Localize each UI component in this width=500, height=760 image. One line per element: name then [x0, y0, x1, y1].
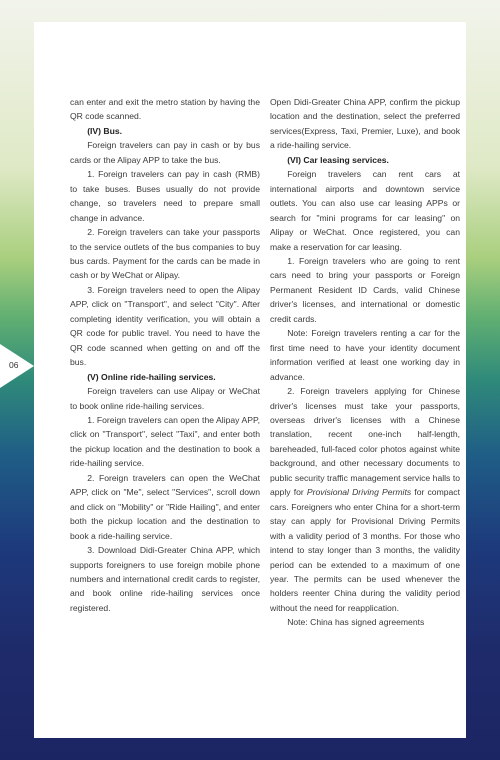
section-heading-bus: (IV) Bus.: [87, 125, 123, 136]
page-tab-shape: [0, 344, 38, 388]
left-column: [70, 95, 260, 615]
section-heading-car-leasing: (VI) Car leasing services.: [287, 154, 389, 165]
right-column: [270, 95, 460, 630]
provisional-permits-term: Provisional Driving Permits: [306, 487, 412, 498]
left-para-3: 1. Foreign travelers can pay in cash (RMB) to take buses. Buses usually do not provide change, so travelers need to prepare small change in advance.: [70, 169, 260, 223]
page-number-tab: [0, 344, 38, 388]
section-heading-ride-hailing: (V) Online ride-hailing services.: [87, 371, 216, 382]
left-para-2: Foreign travelers can pay in cash or by bus cards or the Alipay APP to take the bus.: [70, 140, 260, 165]
right-para-2: Foreign travelers can rent cars at international airports and downtown service outlets. You can also use car leasing APPs or search for "mini programs for car leasing" on Alipay or WeChat. Once registered, you can make a reservation for car leasing.: [270, 169, 460, 252]
right-para-5-after: for compact cars. Foreigners who enter China for a short-term stay can apply for Provisional Driving Permits with a validity period of 3 months. For those who intend to stay longer than 3 months, the validity period can be extended to a maximum of one year. The permits can be used whenever the holders reenter China during the validity period without the need for reapplication.: [270, 487, 460, 613]
left-para-9: 2. Foreign travelers can open the WeChat APP, click on "Me", select "Services", scroll down and click on "Mobility" or "Ride Hailing", and enter both the pickup location and the destination to book a ride-hailing service.: [70, 472, 260, 541]
right-para-6: Note: China has signed agreements: [287, 617, 425, 628]
left-para-4: 2. Foreign travelers can take your passports to the service outlets of the bus companies to buy bus cards. Payment for the cards can be made in cash or by WeChat or Alipay.: [70, 227, 260, 281]
page-number: 06: [9, 360, 19, 370]
right-para-4: Note: Foreign travelers renting a car for the first time need to have your identity document information verified at least one working day in advance.: [270, 328, 460, 382]
left-para-8: 1. Foreign travelers can open the Alipay APP, click on "Transport", select "Taxi", and enter both the pickup location and the destination to book a ride-hailing service.: [70, 414, 260, 469]
document-page: [34, 22, 466, 738]
left-para-7: Foreign travelers can use Alipay or WeChat to book online ride-hailing services.: [70, 386, 260, 411]
right-para-3: 1. Foreign travelers who are going to rent cars need to bring your passports or Foreign Permanent Resident ID Cards, valid Chinese driver's licenses, and international or domestic credit cards.: [270, 255, 460, 324]
right-text-0: Open Didi-Greater China APP, confirm the pickup location and the destination, select the preferred services(Express, Taxi, Premier, Luxe), and book a ride-hailing service.: [270, 97, 460, 151]
left-text-0: can enter and exit the metro station by having the QR code scanned.: [70, 97, 260, 122]
right-para-5: [270, 384, 460, 615]
left-para-5: 3. Foreign travelers need to open the Alipay APP, click on "Transport", and select "City". After completing identity verification, you will obtain a QR code for public travel. You need to have the QR code scanned when getting on and off the bus.: [70, 284, 260, 368]
left-para-10: 3. Download Didi-Greater China APP, which supports foreigners to use foreign mobile phone numbers and international credit cards to register, and book online ride-hailing services once registered.: [70, 545, 260, 613]
right-para-5-before: 2. Foreign travelers applying for Chinese driver's licenses must take your passports, overseas driver's licenses with a Chinese translation, recent one-inch half-length, bareheaded, full-faced color photos against white background, and other necessary documents to public security traffic management service halls to apply for: [270, 386, 460, 498]
